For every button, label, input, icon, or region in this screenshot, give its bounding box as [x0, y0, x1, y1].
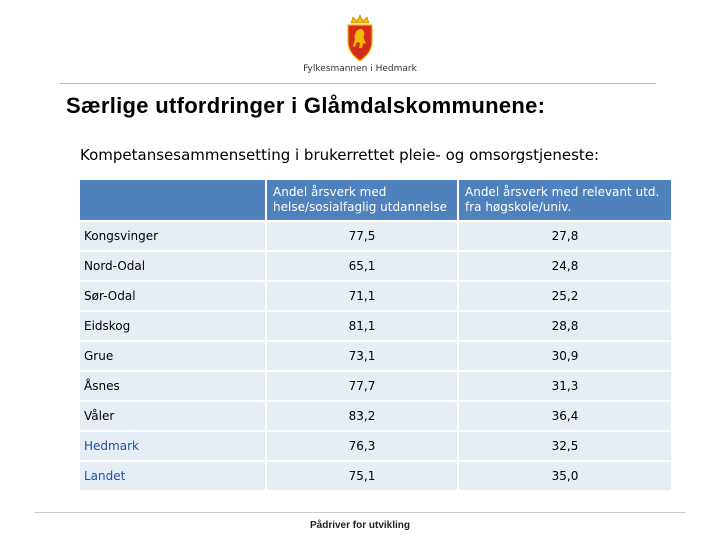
higher-ed-share-value: 25,2 — [459, 282, 671, 310]
table-row — [80, 312, 671, 340]
table-header-row — [80, 180, 671, 220]
column-header-health-share: Andel årsverk med helse/sosialfaglig utdannelse — [267, 180, 457, 220]
higher-ed-share-value: 36,4 — [459, 402, 671, 430]
higher-ed-share-value: 27,8 — [459, 222, 671, 250]
health-share-value: 73,1 — [267, 342, 457, 370]
health-share-value: 77,7 — [267, 372, 457, 400]
higher-ed-share-value: 32,5 — [459, 432, 671, 460]
table-row-summary — [80, 432, 671, 460]
county-name: Hedmark — [80, 432, 265, 460]
health-share-value: 65,1 — [267, 252, 457, 280]
table-row — [80, 402, 671, 430]
municipality-name: Nord-Odal — [80, 252, 265, 280]
table-row — [80, 342, 671, 370]
health-share-value: 76,3 — [267, 432, 457, 460]
table-row — [80, 372, 671, 400]
page-title: Særlige utfordringer i Glåmdalskommunene: — [66, 93, 546, 118]
municipality-name: Grue — [80, 342, 265, 370]
column-header-municipality — [80, 180, 265, 220]
municipality-name: Sør-Odal — [80, 282, 265, 310]
higher-ed-share-value: 24,8 — [459, 252, 671, 280]
higher-ed-share-value: 35,0 — [459, 462, 671, 490]
table-row — [80, 222, 671, 250]
coat-of-arms-icon — [338, 14, 382, 62]
health-share-value: 83,2 — [267, 402, 457, 430]
health-share-value: 77,5 — [267, 222, 457, 250]
country-name: Landet — [80, 462, 265, 490]
municipality-name: Våler — [80, 402, 265, 430]
health-share-value: 71,1 — [267, 282, 457, 310]
table-row — [80, 282, 671, 310]
header-divider — [60, 83, 656, 84]
footer-divider — [34, 512, 686, 513]
footer-slogan: Pådriver for utvikling — [309, 520, 411, 531]
organization-name: Fylkesmannen i Hedmark — [303, 64, 417, 74]
municipality-name: Kongsvinger — [80, 222, 265, 250]
column-header-higher-ed-share: Andel årsverk med relevant utd. fra høgskole/univ. — [459, 180, 671, 220]
higher-ed-share-value: 28,8 — [459, 312, 671, 340]
municipality-name: Eidskog — [80, 312, 265, 340]
health-share-value: 81,1 — [267, 312, 457, 340]
higher-ed-share-value: 31,3 — [459, 372, 671, 400]
page-subtitle: Kompetansesammensetting i brukerrettet pleie- og omsorgstjeneste: — [80, 146, 600, 164]
municipality-name: Åsnes — [80, 372, 265, 400]
table-row — [80, 252, 671, 280]
higher-ed-share-value: 30,9 — [459, 342, 671, 370]
data-table — [78, 178, 673, 492]
table-row-summary — [80, 462, 671, 490]
health-share-value: 75,1 — [267, 462, 457, 490]
